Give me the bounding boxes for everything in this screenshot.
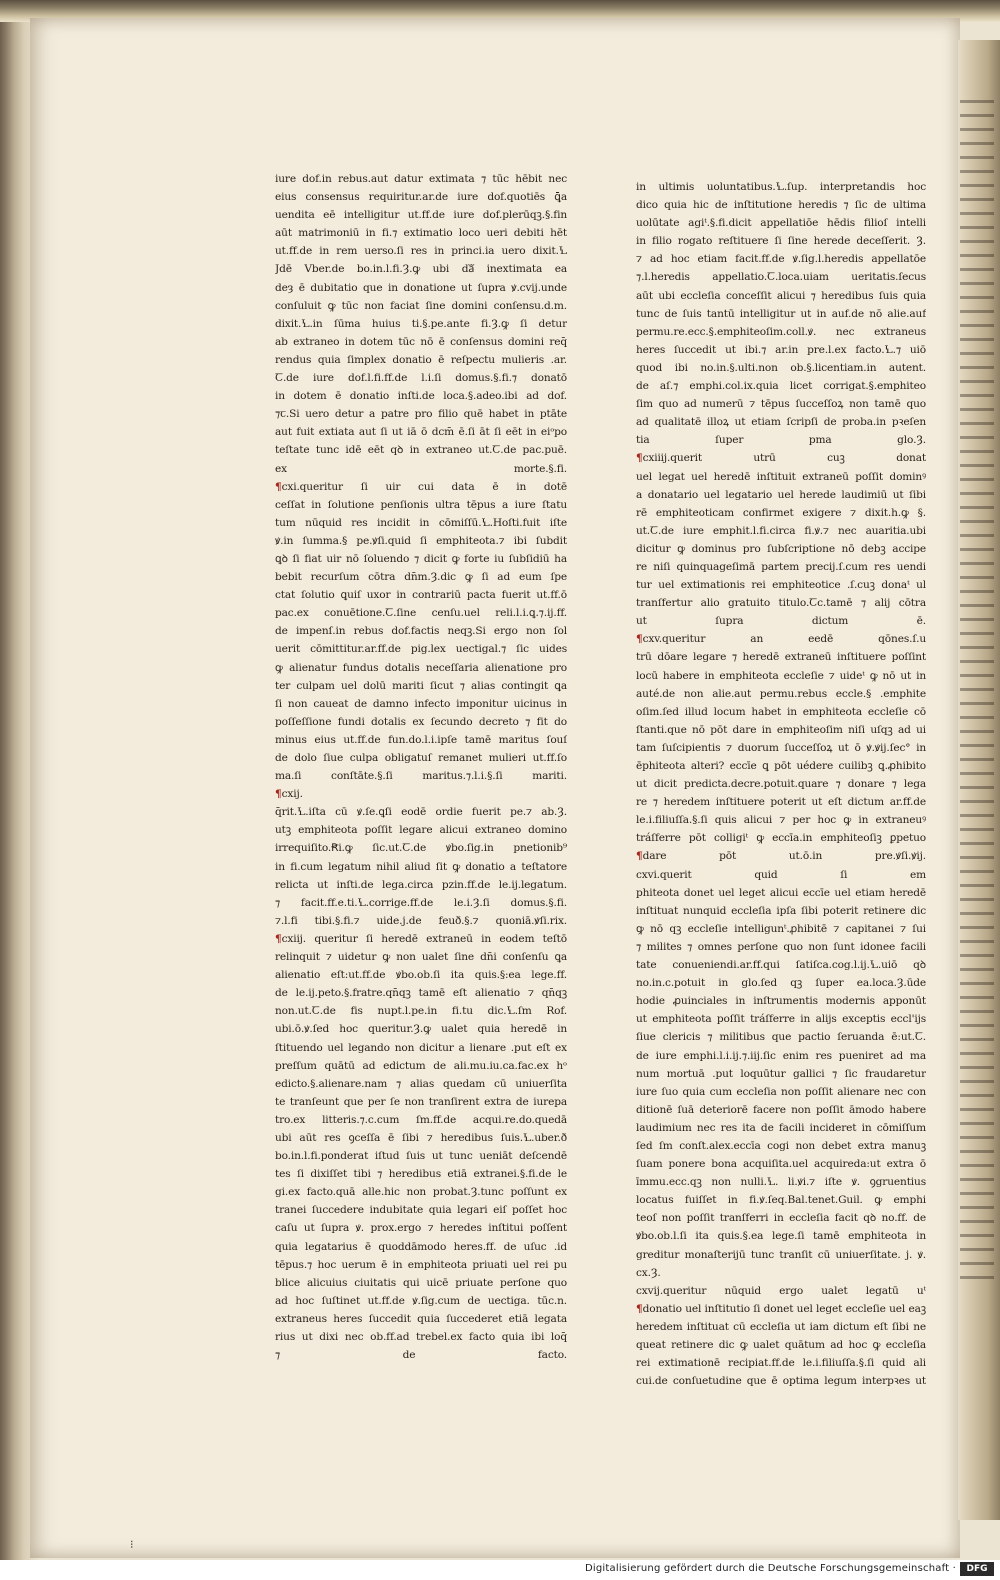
text-line: ſed ſm conſt.alex.eccīa cogi non debet extra manuꝫ [636, 1139, 926, 1152]
text-line: ꝙ nō qꝫ eccleſie intelligunᵗ.ꝓhibitē ⁊ capitanei ⁊ ſui [636, 922, 926, 935]
text-line: ſtanti.que nō pōt dare in emphiteoſim niſi uſqꝫ ad ui [636, 723, 926, 736]
text-line: ab extraneo in dotem tūc nō ē conſensus domini req̄ [275, 335, 567, 348]
text-line: ad qualitatē illoꝝ ut etiam ſcripſi de proba.in pꝛeſen [636, 416, 926, 429]
text-line [275, 785, 567, 803]
text-line: inſtituat nunquid eccleſia ipſa ſibi poterit retinere dic [636, 904, 926, 917]
text-line: ⁊ milites ⁊ omnes perſone quo non ſunt idonee facili [636, 940, 926, 953]
text-line: ut emphiteota poſſit tráſferre in alijs exceptis eccl'ijs [636, 1013, 926, 1026]
text-line: dicitur ꝙ dominus pro ſubſcriptione nō debꝫ accipe [636, 542, 926, 555]
text-line: locatus fuiſſet in fi.ꝟ.ſeq.Bal.tenet.Guil. ꝙ emphi [636, 1194, 926, 1207]
text-line: le.i.filiuſſa.§.ſi quis alicui ⁊ per hoc ꝙ in extraneuꝰ [636, 814, 926, 827]
text-line: cui.de conſuetudine que ē optima legum interpꝛes ut [636, 1375, 926, 1388]
text-line: irrequiſito.Ꞧi.ꝙ ſic.ut.Ꞇ.de ꝟbo.ſig.in pnetionib⁹ [275, 842, 567, 855]
facing-page-text-bleed [960, 100, 994, 1280]
text-line: ceſſat in ſolutione penſionis ultra tēpus a iure ſtatu [275, 498, 567, 511]
text-line: blice alicuius ciuitatis qui uicē priuate perſone quo [275, 1276, 567, 1289]
text-line: de aſ.⁊ emphi.col.ix.quia licet corrigat.§.emphiteo [636, 380, 926, 393]
text-line: in dotem ē donatio inſti.de loca.§.adeo.ibi ad dof. [275, 390, 567, 403]
text-line: trū dōare legare ⁊ heredē extraneū inſtituere poſſint [636, 651, 926, 664]
text-line: ditionē ſuā deteriorē facere non poſſit āmodo habere [636, 1103, 926, 1116]
text-line: uendita eē intelligitur ut.ff.de iure dof.plerūqꝫ.§.fin [275, 209, 567, 222]
text-line: hodie ꝓuinciales in inſtrumentis modernis apponūt [636, 995, 926, 1008]
text-line: no.in.c.potuit in glo.ſed qꝫ ſuper ea.loca.Ȝ.ūde [636, 977, 926, 990]
text-line: q̄rit.Ꝇ.iſta cū ꝟ.ſe.ꝗſi eodē ordie fuerit pe.⁊ ab.Ȝ. [275, 806, 567, 819]
rubric-paragraph-mark: ¶ [636, 633, 643, 646]
text-line: ſim quo ad numerū ⁊ tēpus ſucceſſoꝝ non tamē quo [636, 398, 926, 411]
text-line: non.ut.Ꞇ.de fis nupt.l.pe.in fi.tu dic.Ꝇ.ſm Rof. [275, 1005, 567, 1018]
text-line: a donatario uel legatario uel herede laudimiū ut ſibi [636, 488, 926, 501]
text-line-content: dare pōt ut.ō.in pre.ꝟſi.ꝟij. [642, 850, 926, 863]
text-line: gi.ex facto.quā alle.hic non probat.Ȝ.tunc poſſunt ex [275, 1186, 567, 1199]
text-line: in filio rogato reſtituere ſi ſine herede deceſſerit. Ȝ. [636, 235, 926, 248]
text-line-content: cxiij. queritur ſi heredē extraneū in eodem teſtō [281, 932, 567, 945]
text-line-content: donatio uel inſtitutio ſi donet uel leget eccleſie uel eaꝫ [642, 1302, 926, 1315]
text-line: teoſ non poſſit tranſferri in eccleſia facit qꝺ no.ff. de [636, 1212, 926, 1225]
text-line: tes ſi dixiſſet tibi ⁊ heredibus etiā extranei.§.fi.de le [275, 1168, 567, 1181]
text-line: aut fuit extiata aut ſi ut iā ō dcm̄ ē.ſi āt ſi eēt in eiᵒpo [275, 426, 567, 439]
text-line: dico quia hic de inſtitutione heredis ⁊ ſic de ultima [636, 199, 926, 212]
text-line: ſuam ponere bona acquiſita.uel acquireda:ut extra ō [636, 1158, 926, 1171]
text-line: permu.re.ecc.§.emphiteoſim.coll.ꝟ. nec extraneus [636, 325, 926, 338]
text-line: ſtituendo uel legando non dicitur a lienare .put eſt ex [275, 1041, 567, 1054]
text-line: ⁊ de facto. [275, 1349, 567, 1362]
text-line: quod ibi no.in.§.ulti.non ob.§.licentiam.in autent. [636, 361, 926, 374]
text-line: tam ſuſcipientis ⁊ duorum ſucceſſoꝝ ut ō ꝟ.ꝟij.ſec° in [636, 741, 926, 754]
left-text-column [275, 170, 567, 1364]
text-line: ꝟ.in ſumma.§ pe.ꝟſi.quid ſi emphiteota.⁊ ibi ſubdit [275, 534, 567, 547]
text-line: in fi.cum legatum nihil aliud ſit ꝙ donatio a teſtatore [275, 860, 567, 873]
text-line: aūt matrimoniū in fi.⁊ extimatio loco ueri debiti hēt [275, 227, 567, 240]
text-line: ut.ff.de in rem uerso.ſi res in princi.ia uero dixit.Ꝇ [275, 245, 567, 258]
text-line: ut.Ꞇ.de iure emphit.l.fi.circa fi.ꝟ.⁊ nec auaritia.ubi [636, 524, 926, 537]
text-line: ⁊ꞇ.Si uero detur a patre pro filio quē habet in ptāte [275, 408, 567, 421]
text-line: num mortuā .put loquūtur gallici ⁊ ſic fraudaretur [636, 1067, 926, 1080]
rubric-paragraph-mark: ¶ [636, 850, 643, 863]
text-line: tēpus.⁊ hoc uerum ē in emphiteota priuati uel rei pu [275, 1258, 567, 1271]
text-line: deȝ ē dubitatio que in donatione ut ſupra ꝟ.cvij.unde [275, 281, 567, 294]
text-line: dixit.Ꝇ.in ſūma huius ti.§.pe.ante fi.Ȝ.ꝙ ſi detur [275, 317, 567, 330]
text-line-content: cxij. [281, 788, 303, 801]
text-line: de iure emphi.l.i.ij.⁊.iij.ſic enim res pueniret ad ma [636, 1049, 926, 1062]
text-line: tranſfertur alio gratuito titulo.Ꞇc.tamē ⁊ alij cōtra [636, 597, 926, 610]
text-line: de dolo ſiue culpa obligatuſ remanet mulieri ut.ff.ſo [275, 752, 567, 764]
footer-credit: Digitalisierung gefördert durch die Deutsche Forschungsgemeinschaft · [585, 1563, 956, 1574]
text-line: laudimium nec res ita de facili incideret in cōmiſſum [636, 1121, 926, 1134]
text-line: extraneus heres ſuccedit quia ſuccederet etiā legata [275, 1312, 567, 1325]
text-line: tum nūquid res incidit in cōmiſſū.Ꝇ.Hoſti.fuit iſte [275, 516, 567, 529]
text-line: caſu ut ſupra ꝟ. prox.ergo ⁊ heredes inſtitui poſſent [275, 1222, 567, 1235]
text-line: pac.ex conuētione.Ꞇ.ſine cenſu.uel reli.l.i.ꝗ.⁊.ij.ff. [275, 607, 567, 620]
text-line: te tranſeunt que per ſe non tranſirent extra de iurepa [275, 1095, 567, 1108]
text-line: in ultimis uoluntatibus.Ꝇ.ſup. interpretandis hoc [636, 181, 926, 193]
text-line: Jdē Vber.de bo.in.l.fi.Ȝ.ꝙ ubi daᷓ inextimata ea [275, 263, 567, 276]
text-line: ēphiteota alteri? eccīe ꝗ pōt uédere cuilibꝫ ꝗ.ꝓhibito [636, 760, 926, 772]
text-line: aūt ubi eccleſia conceſſit alicui ⁊ heredibus ſuis quia [636, 289, 926, 302]
text-line: re niſi quinquageſimā partem precij.ſ.cum res uendi [636, 560, 926, 573]
text-line: ſiue clericis ⁊ militibus que pactio ſeruanda ē:ut.Ꞇ. [636, 1031, 926, 1044]
text-line: teſtate tunc idē eēt qꝺ in extraneo ut.Ꞇ.de pac.puē. [275, 444, 567, 457]
text-line: de impenſ.in rebus dof.factis neqꝫ.Si ergo non ſol [275, 625, 567, 638]
text-line: ubi aūt res ꝯceſſa ē ſibi ⁊ heredibus ſuis.Ꝇ.uber.ð [275, 1131, 567, 1144]
text-line: ubi.ō.ꝟ.ſed hoc queritur.Ȝ.ꝙ ualet quia heredē in [275, 1023, 567, 1036]
text-line: rendus quia ſimplex donatio ē reſpectu mulieris .ar. [275, 353, 567, 366]
text-line: utꝫ emphiteota poſſit legare alicui extraneo domino [275, 824, 567, 837]
text-line [636, 449, 926, 467]
text-line-content: cxi.queritur ſi uir cui data ē in dotē [281, 480, 567, 493]
text-line: ⁊.l.heredis appellatio.Ꞇ.loca.uiam ueritatis.ſecus [636, 271, 926, 284]
dfg-logo: DFG [960, 1562, 994, 1576]
text-line: īmmu.ecc.qꝫ non nulli.Ꝇ. li.ꝟi.⁊ iſte ꝟ. ꝯgruentius [636, 1176, 926, 1189]
text-line: cxvi.querit quid ſi em [636, 868, 926, 881]
text-line: de le.ij.peto.§.fratre.qn̄qꝫ tamē eſt alienatio ⁊ qn̄qꝫ [275, 987, 567, 1000]
text-line: ut dicit predicta.decre.potuit.quare ⁊ donare ⁊ lega [636, 778, 926, 791]
text-line: greditur monaſterijū tunc tranſit cū uniuerſitate. j. ꝟ. [636, 1248, 926, 1261]
text-line: cxvij.queritur nūquid ergo ualet legatū uᵗ [636, 1284, 926, 1297]
rubric-paragraph-mark: ¶ [636, 452, 643, 465]
text-line: ad hoc ſuſtinet ut.ff.de ꝟ.ſig.cum de uectiga. tūc.n. [275, 1294, 567, 1307]
text-line: ter culpam uel dolū mariti ſicut ⁊ alias contingit ꝗa [275, 679, 567, 692]
text-line [636, 630, 926, 648]
text-line: tunc de ſuis tantū intelligitur ut in auf.de nō alie.auf [636, 307, 926, 320]
rubric-paragraph-mark: ¶ [275, 932, 282, 945]
text-line: ut ſupra dictum ē. [636, 615, 926, 628]
text-line: relinquit ⁊ uidetur ꝙ non ualet ſine dn̄i conſenſu ꝗa [275, 951, 567, 964]
rubric-paragraph-mark: ¶ [636, 1302, 643, 1315]
text-line: rei extimationē recipiat.ff.de le.i.filiuſſa.§.ſi quid ali [636, 1357, 926, 1370]
text-line: ſi non caueat de damno infecto imponitur uicinus in [275, 697, 567, 710]
rubric-paragraph-mark: ¶ [275, 480, 282, 493]
text-line: queat retinere dic ꝙ ualet quātum ad hoc ꝙ eccleſia [636, 1339, 926, 1351]
text-line: alienatio eſt:ut.ff.de ꝟbo.ob.ſi ita quis.§:ea lege.ff. [275, 969, 567, 982]
text-line: auté.de non alie.aut permu.rebus eccle.§ .emphite [636, 687, 926, 700]
text-line [636, 1300, 926, 1318]
rubric-paragraph-mark: ¶ [275, 788, 282, 801]
gutter-mark: ⁝ [130, 1538, 134, 1551]
text-line-content: cxv.queritur an eedē qōnes.ſ.u [642, 633, 926, 646]
text-line: conſuluit ꝙ tūc non faciat ſine domini conſensu.d.m. [275, 299, 567, 312]
text-line: preſſum quātū ad edictum de ali.mu.iu.ca.fac.ex hᵒ [275, 1059, 567, 1072]
text-line: quia legatarius ē quoddāmodo heres.ff. de uſuc .id [275, 1240, 567, 1253]
text-line: tia ſuper pma glo.Ȝ. [636, 434, 926, 447]
text-line: ꝙ alienatur fundus dotalis neceſſaria alienatione pro [275, 661, 567, 674]
text-line: tráſferre pōt colligiᵗ ꝙ eccīa.in emphiteoſiꝫ ꝑpetuo [636, 832, 926, 845]
text-line-content: cxiiij.querit utrū cuꝫ donat [642, 452, 926, 465]
text-line: iure ſuo quia cum eccleſia non poſſit alienare nec con [636, 1085, 926, 1098]
text-line: uerit cōmittitur.ar.ff.de pig.lex uectigal.⁊ ſic uides [275, 643, 567, 656]
text-line: ex morte.§.fi. [275, 462, 567, 475]
right-text-column [636, 178, 926, 1390]
text-line: oſim.ſed illud locum habet in emphiteota eccleſie cō [636, 705, 926, 718]
text-line: bo.in.l.fi.ponderat iſtud ſuis ut tunc ueniāt deſcendē [275, 1150, 567, 1163]
text-line: ma.ſi conſtāte.§.ſi maritus.⁊.l.i.§.ſi mariti. [275, 770, 567, 783]
text-line: re ⁊ heredem inſtituere poterit ut eſt dictum ar.ff.de [636, 796, 926, 809]
text-line: ⁊ facit.ff.e.ti.Ꝇ.corrige.ff.de le.i.Ȝ.ſi domus.§.fi. [275, 896, 567, 909]
text-line: bebit recurſum cōtra dn̄m.Ȝ.dic ꝙ ſi ad eum ſpe [275, 571, 567, 584]
text-line: edicto.§.alienare.nam ⁊ alias quedam cū uniuerſita [275, 1077, 567, 1090]
text-line: ctat ſolutio ꝗuiſ uxor in contrariū pacta fuerit ut.ff.ō [275, 589, 567, 602]
text-line: heres ſuccedit ut ibi.⁊ ar.in pre.l.ex facto.Ꝇ.⁊ uiō [636, 343, 926, 356]
text-line: rius ut dixi nec ob.ff.ad trebel.ex facto quia ibi loq̄ [275, 1331, 567, 1343]
text-line: tranei ſuccedere indubitate quia legari eiſ poſſet hoc [275, 1204, 567, 1217]
text-line: ⁊ ad hoc etiam facit.ff.de ꝟ.ſig.l.heredis appellatōe [636, 253, 926, 266]
text-line: ⁊.l.fi tibi.§.fi.⁊ uide.j.de feuð.§.⁊ quoniā.ꝟſi.rix. [275, 914, 567, 927]
text-line: tate conueniendi.ar.ff.qui ſatiſca.cog.l.ij.Ꝇ.uiō qꝺ [636, 959, 926, 972]
text-line: uel legat uel heredē inſtituit extraneū poſſit dominꝰ [636, 470, 926, 483]
text-line: eius consensus requiritur.ar.de iure dof.quotiēs ꝗ̄a [275, 191, 567, 204]
text-line: uolūtate agiᵗ.§.fi.dicit appellatiōe hēdis filioſ intelli [636, 217, 926, 230]
text-line: ꝗꝺ ſi fiat uir nō ſoluendo ⁊ dicit ꝙ forte iu ſubſidiū ha [275, 552, 567, 565]
text-line: tro.ex litteris.⁊.c.cum ſm.ff.de acqui.re.do.quedā [275, 1113, 567, 1126]
text-line: tur uel extimationis rei emphiteotice .ſ.cuꝫ donaᵗ ul [636, 579, 926, 592]
text-line: poſſeſſione fundi dotalis ex ſecundo decreto ⁊ fit do [275, 715, 567, 728]
text-line: rē emphiteoticam confirmet exigere ⁊ dixit.h.ꝙ §. [636, 506, 926, 519]
facing-page-edge [958, 40, 1000, 1520]
text-line [275, 930, 567, 948]
text-line: Ꞇ.de iure dof.l.fi.ff.de l.i.ſi domus.§.fi.⁊ donatō [275, 372, 567, 385]
text-line: iure dof.in rebus.aut datur extimata ⁊ tūc hēbit nec [275, 173, 567, 185]
text-line [636, 847, 926, 865]
text-line: ꝟbo.ob.l.ſi ita quis.§.ea lege.ſi tamē emphiteota in [636, 1230, 926, 1243]
text-line [275, 478, 567, 496]
text-line: relicta ut inſti.de lega.circa pzin.ff.de le.ij.legatum. [275, 878, 567, 891]
text-line: phiteota donet uel leget alicui eccīe uel etiam heredē [636, 886, 926, 899]
text-line: cx.Ȝ. [636, 1266, 661, 1279]
text-line: minus eius ut.ff.de fun.do.l.i.ipſe tamē maritus ſouſ [275, 733, 567, 746]
text-line: heredem inſtituat cū eccleſia ut iam dictum eſt ſibi ne [636, 1320, 926, 1333]
text-line: locū habere in emphiteota eccleſie ⁊ uideᵗ ꝙ nō ut in [636, 669, 926, 682]
